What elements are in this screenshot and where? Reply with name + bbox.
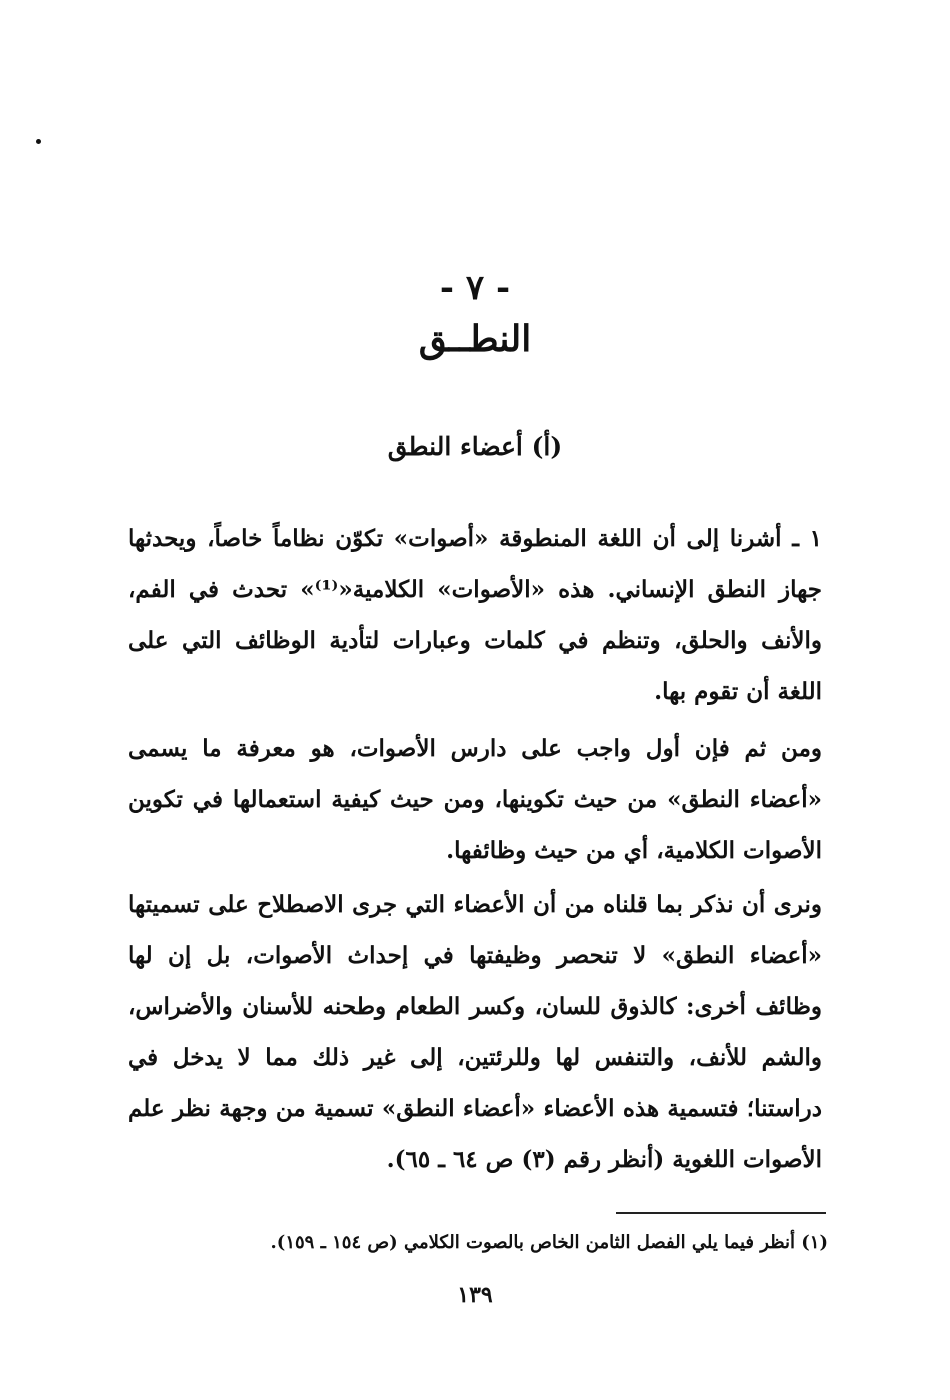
chapter-number: - ٧ - bbox=[439, 268, 511, 308]
stray-ink-dot bbox=[36, 139, 41, 144]
footnote: (١) أنظر فيما يلي الفصل الثامن الخاص بالصوت الكلامي (ص ١٥٤ ـ ١٥٩). bbox=[270, 1232, 828, 1253]
section-heading: (أ) أعضاء النطق bbox=[387, 432, 563, 461]
paragraph-2: ومن ثم فإن أول واجب على دارس الأصوات، هو معرفة ما يسمى «أعضاء النطق» من حيث تكوينها، ومن حيث كيفية استعمالها في تكوين الأصوات الكلامية، أي من حيث وظائفها. bbox=[128, 735, 822, 864]
chapter-title: النطــق bbox=[418, 318, 532, 360]
paragraph-3: ونرى أن نذكر بما قلناه من أن الأعضاء التي جرى الاصطلاح على تسميتها «أعضاء النطق» لا تنحصر وظيفتها في إحداث الأصوات، بل إن لها وظائف أخرى: كالذوق للسان، وكسر الطعام وطحنه للأسنان والأضراس، والشم للأنف، والتنفس لها وللرئتين، إلى غير ذلك مما لا يدخل في دراستنا؛ فتسمية هذه الأعضاء «أعضاء النطق» تسمية من وجهة نظر علم الأصوات اللغوية (أنظر رقم (٣) ص ٦٤ ـ ٦٥). bbox=[128, 891, 822, 1173]
page-number: ١٣٩ bbox=[457, 1282, 493, 1308]
footnote-divider bbox=[616, 1212, 826, 1214]
paragraph-1: ١ ـ أشرنا إلى أن اللغة المنطوقة «أصوات» تكوّن نظاماً خاصاً، ويحدثها جهاز النطق الإنساني. هذه «الأصوات» الكلامية«⁽¹⁾» تحدث في الفم، والأنف والحلق، وتنظم في كلمات وعبارات لتأدية الوظائف التي على اللغة أن تقوم بها. bbox=[128, 525, 822, 705]
